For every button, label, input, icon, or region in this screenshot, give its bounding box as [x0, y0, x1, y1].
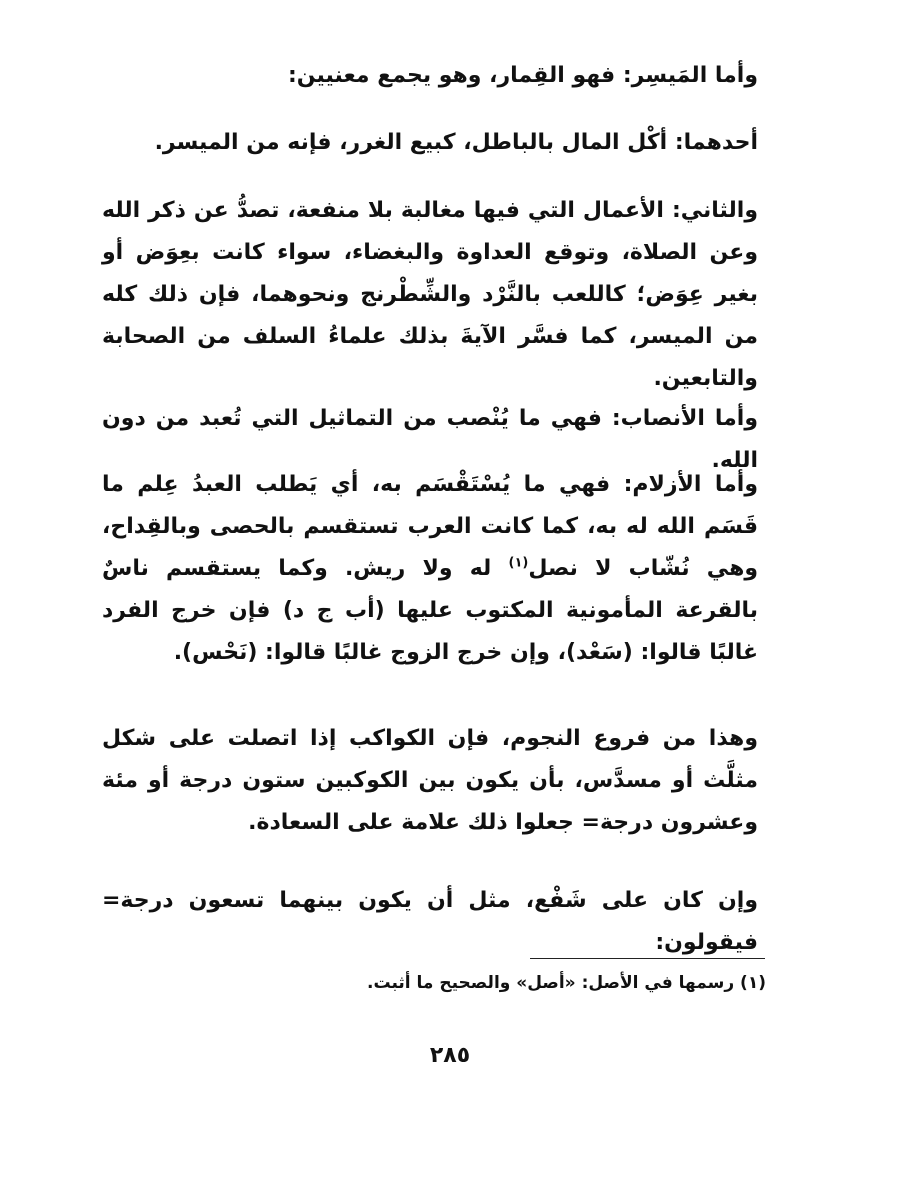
paragraph-maysir: وأما المَيسِر: فهو القِمار، وهو يجمع معنيين:: [287, 63, 758, 88]
paragraph-azlam-continuation: له ولا ريش. وكما يستقسم ناسٌ بالقرعة المأمونية المكتوب عليها (أب ج د) فإن خرج الفرد غالبًا قالوا: (سَعْد)، وإن خرج الزوج غالبًا قالوا: (نَحْس).: [102, 556, 758, 665]
footnote-reference[interactable]: (١): [508, 555, 529, 571]
paragraph-second-meaning: والثاني: الأعمال التي فيها مغالبة بلا منفعة، تصدُّ عن ذكر الله وعن الصلاة، وتوقع العداوة والبغضاء، سواء كانت بعِوَض أو بغير عِوَض؛ كاللعب بالنَّرْد والشِّطْرنج ونحوهما، فإن ذلك كله من الميسر، كما فسَّر الآيةَ بذلك علماءُ السلف من الصحابة والتابعين.: [102, 198, 758, 391]
footnote-text: (١) رسمها في الأصل: «أصل» والصحيح ما أثبت.: [367, 973, 766, 993]
paragraph-azlam: [102, 464, 786, 674]
page-number: ٢٨٥: [429, 1043, 471, 1068]
paragraph-even: وإن كان على شَفْع، مثل أن يكون بينهما تسعون درجة= فيقولون:: [102, 888, 758, 955]
paragraph-stars: وهذا من فروع النجوم، فإن الكواكب إذا اتصلت على شكل مثلَّث أو مسدَّس، بأن يكون بين الكوكبين ستون درجة أو مئة وعشرون درجة= جعلوا ذلك علامة على السعادة.: [102, 726, 758, 835]
paragraph-ansab: وأما الأنصاب: فهي ما يُنْصب من التماثيل التي تُعبد من دون الله.: [102, 406, 758, 473]
paragraph-azlam-text: وأما الأزلام: فهي ما يُسْتَقْسَم به، أي يَطلب العبدُ عِلم ما قَسَم الله له به، كما كانت العرب تستقسم بالحصى وبالقِداح، وهي نُشّاب لا نصل: [102, 472, 758, 581]
paragraph-first-meaning: أحدهما: أكْل المال بالباطل، كبيع الغرر، فإنه من الميسر.: [154, 130, 758, 155]
footnote-divider: [530, 958, 765, 959]
